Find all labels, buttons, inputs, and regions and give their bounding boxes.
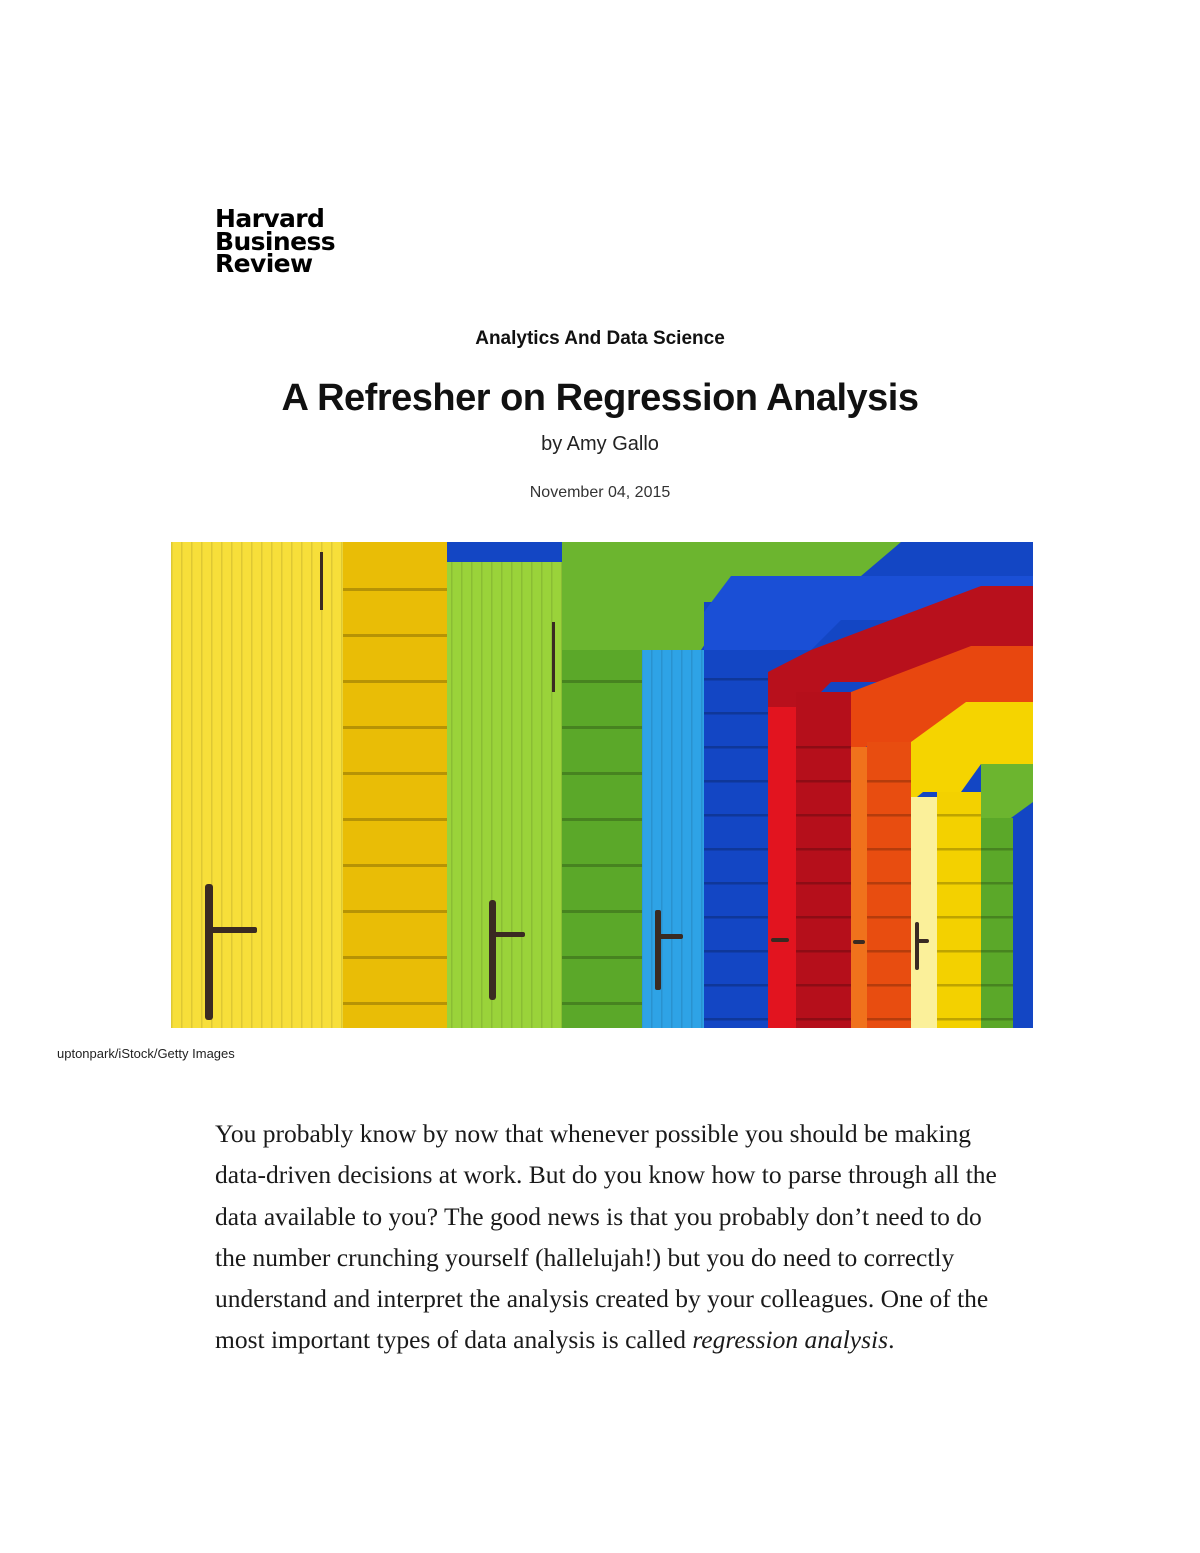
logo-line-harvard: Harvard [215,204,325,233]
article-byline[interactable]: by Amy Gallo [541,433,659,455]
logo-line-business: Business [215,226,336,256]
logo-line-review: Review [215,249,313,278]
article-date: November 04, 2015 [529,484,671,501]
intro-emphasis: regression analysis [692,1325,889,1355]
article-category[interactable]: Analytics And Data Science [475,328,725,349]
article-intro-paragraph [215,1113,1005,1361]
image-credit: uptonpark/iStock/Getty Images [57,1046,235,1061]
red-door [768,707,796,1028]
orange-door [851,747,867,1028]
intro-text: You probably know by now that whenever possible you should be making data-driven decisions at work. But do you know how to parse through all the data available to you? The good news is that you probably don’t need to do the number crunching yourself (hallelujah!) but you do need to correctly understand and interpret the analysis created by your colleagues. One of the most important types of data analysis is called [215,1119,997,1355]
intro-end: . [888,1325,895,1355]
article-title: A Refresher on Regression Analysis [281,377,919,419]
hbr-logo[interactable] [215,204,336,278]
hero-image [171,542,1033,1028]
